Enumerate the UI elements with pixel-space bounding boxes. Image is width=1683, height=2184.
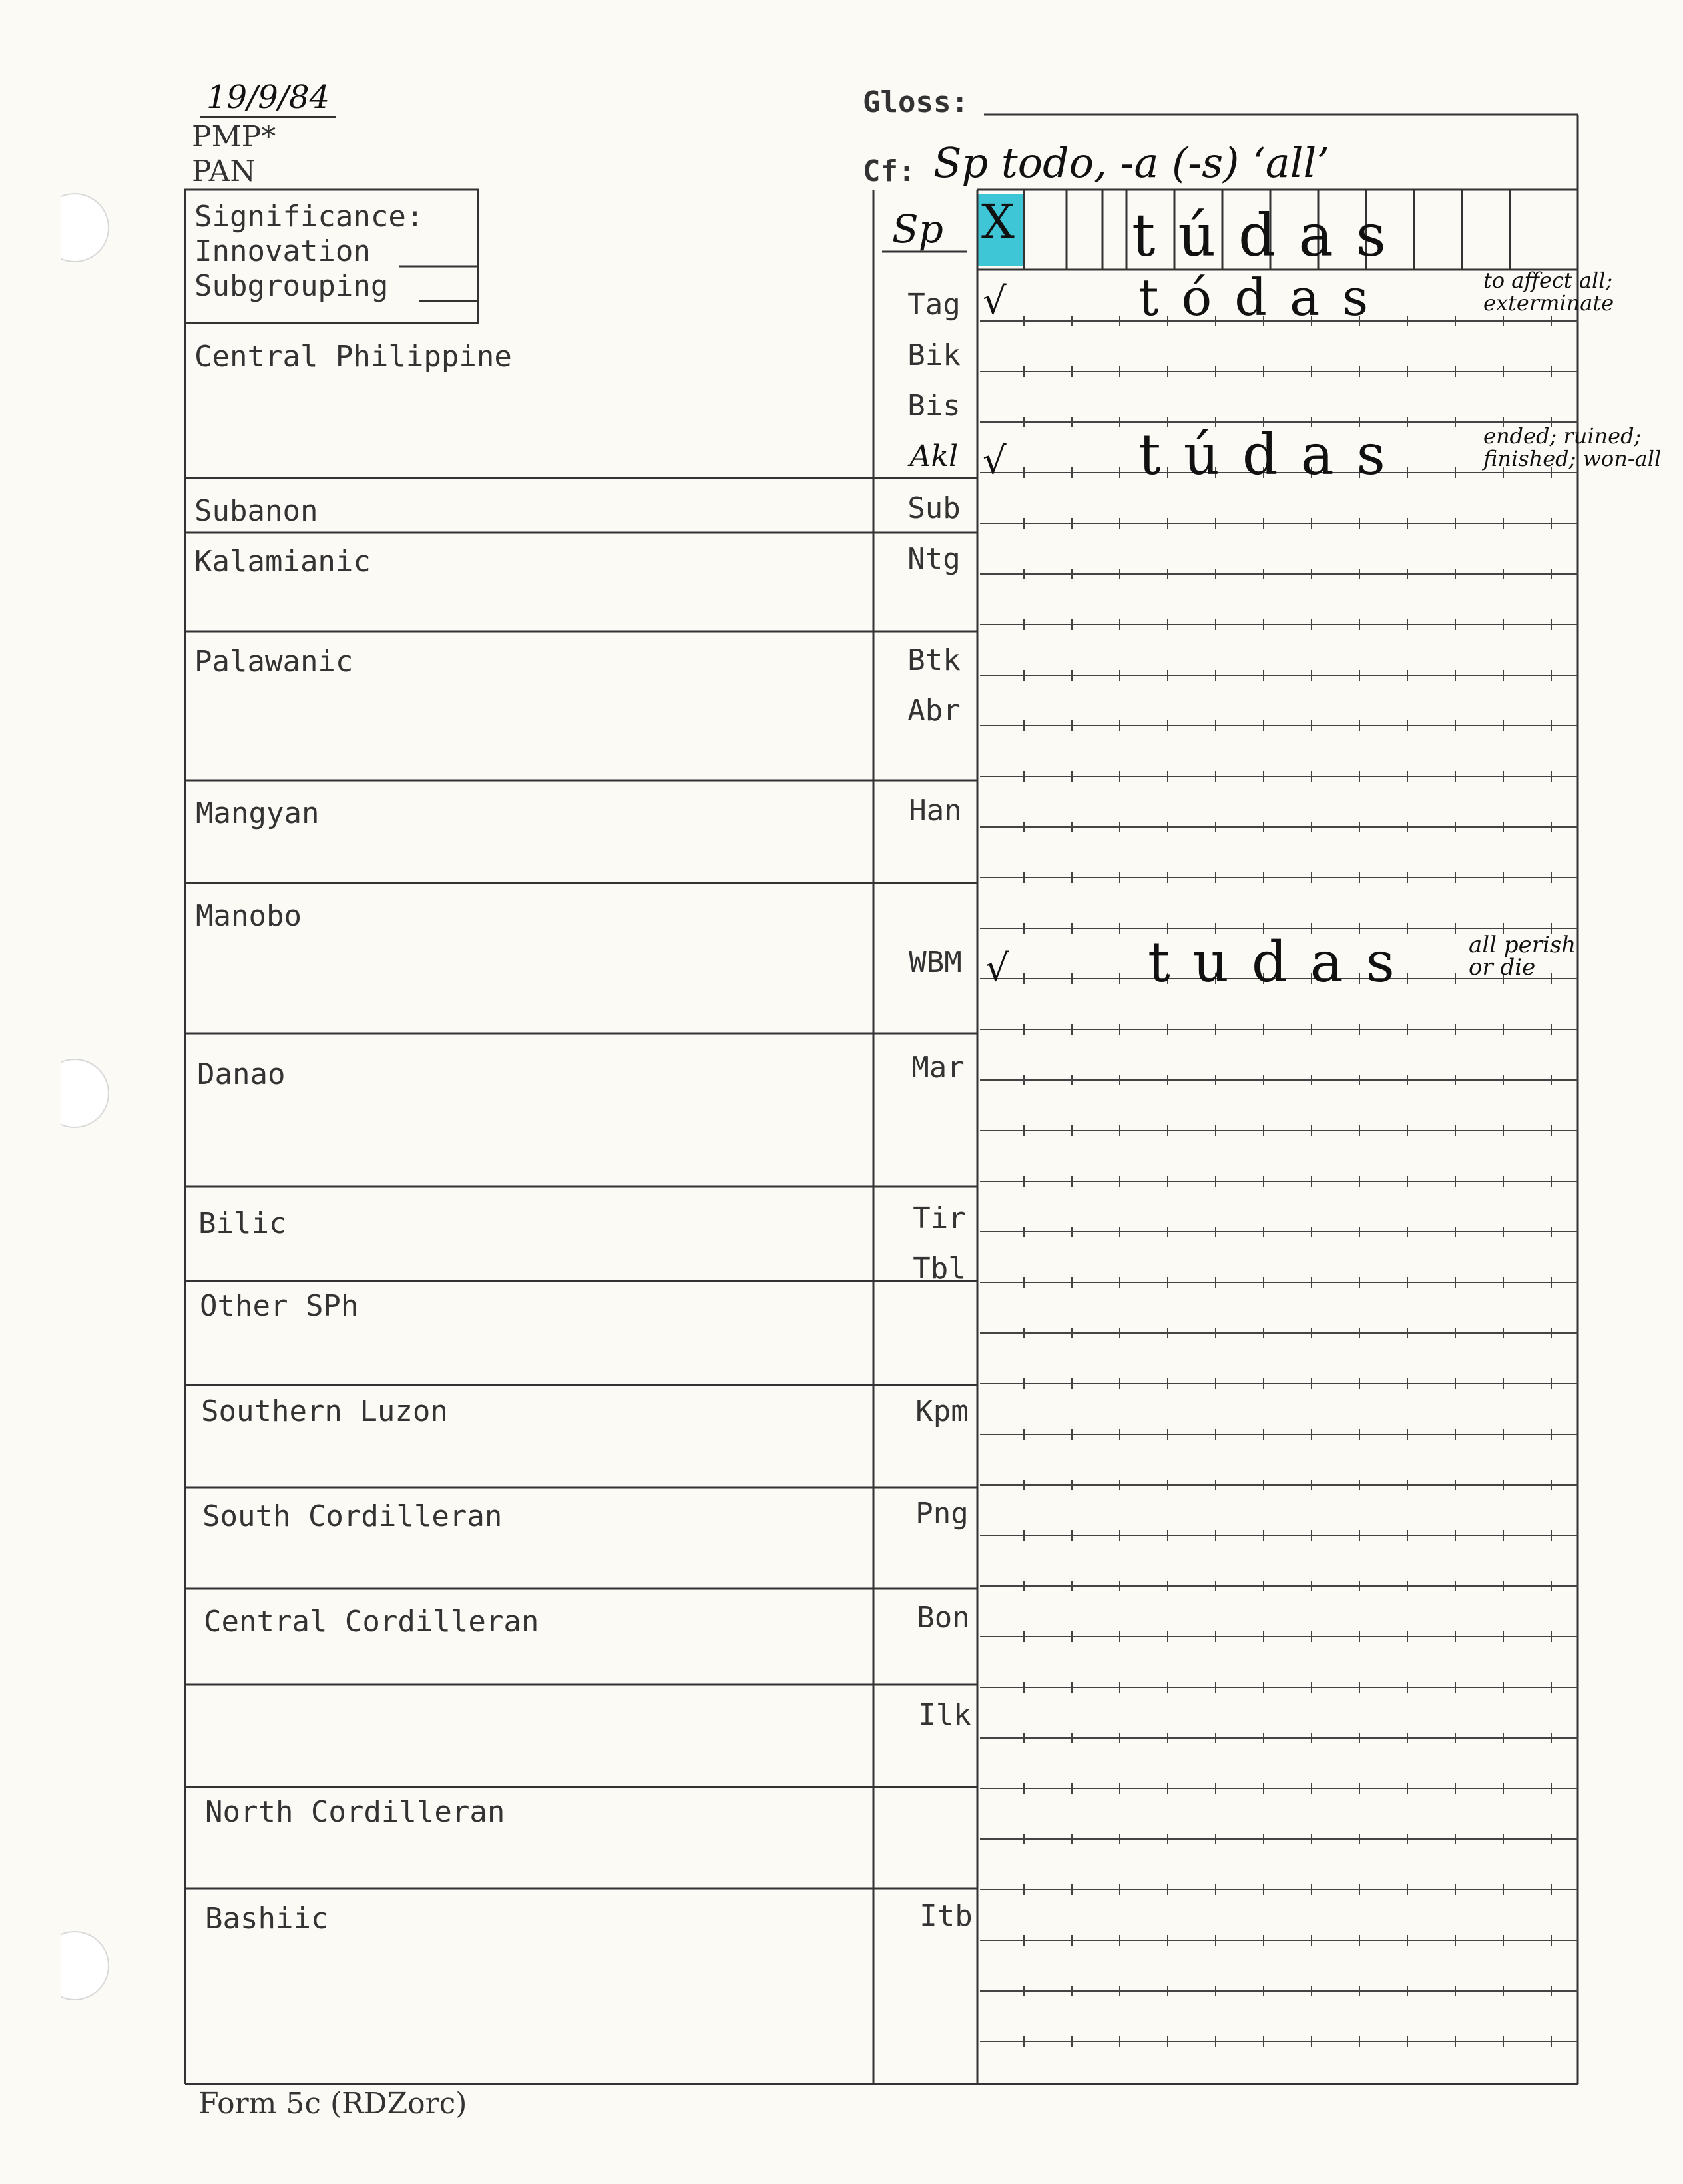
- group-mangyan: Mangyan: [196, 796, 320, 830]
- lang-sub: Sub: [907, 491, 961, 525]
- form-label: Form 5c (RDZorc): [198, 2087, 467, 2121]
- lang-tag: Tag: [907, 288, 961, 322]
- cf-label: Cf:: [863, 154, 916, 188]
- group-bashiic: Bashiic: [205, 1902, 329, 1936]
- date: 19/9/84: [200, 79, 336, 118]
- lang-ntg: Ntg: [907, 542, 961, 576]
- group-kalamianic: Kalamianic: [194, 545, 371, 579]
- tag-form: tódas: [1138, 268, 1391, 327]
- group-north-cordilleran: North Cordilleran: [205, 1795, 505, 1829]
- tag-check: √: [983, 280, 1007, 323]
- lang-ilk: Ilk: [918, 1698, 971, 1732]
- group-southern-luzon: Southern Luzon: [201, 1394, 448, 1428]
- group-bilic: Bilic: [198, 1207, 287, 1240]
- group-central-cordilleran: Central Cordilleran: [204, 1605, 539, 1639]
- significance-title: Significance:: [194, 200, 424, 234]
- wbm-note: all perish or die: [1469, 932, 1576, 981]
- lang-abr: Abr: [907, 694, 961, 728]
- innovation-label: Innovation: [194, 234, 371, 268]
- group-manobo: Manobo: [196, 899, 302, 933]
- akl-note: ended; ruined; finished; won-all: [1483, 423, 1662, 471]
- lang-bik: Bik: [907, 338, 961, 372]
- group-palawanic: Palawanic: [194, 645, 354, 679]
- pmp-label: PMP*: [192, 120, 276, 154]
- group-subanon: Subanon: [194, 494, 318, 528]
- wbm-check: √: [985, 947, 1009, 990]
- lang-akl: Akl: [909, 439, 959, 473]
- cf-value: Sp todo, -a (-s) ‘all’: [933, 138, 1330, 187]
- group-danao: Danao: [197, 1057, 286, 1091]
- lang-bon: Bon: [917, 1601, 970, 1635]
- lang-sp: Sp: [892, 206, 943, 252]
- akl-form: túdas: [1138, 422, 1408, 487]
- group-central-philippine: Central Philippine: [194, 340, 512, 374]
- lang-bis: Bis: [907, 389, 961, 423]
- lang-png: Png: [915, 1497, 969, 1531]
- lang-tbl: Tbl: [913, 1252, 966, 1286]
- lang-btk: Btk: [907, 643, 961, 677]
- gloss-label: Gloss:: [863, 85, 969, 119]
- lang-itb: Itb: [919, 1899, 973, 1933]
- akl-check: √: [983, 439, 1007, 483]
- subgrouping-label: Subgrouping: [194, 269, 389, 303]
- wbm-form: tudas: [1148, 930, 1417, 995]
- lang-tir: Tir: [913, 1201, 966, 1235]
- lang-wbm: WBM: [909, 946, 962, 979]
- pan-label: PAN: [192, 154, 256, 188]
- sp-mark: X: [981, 194, 1015, 249]
- lang-han: Han: [909, 794, 962, 828]
- group-south-cordilleran: South Cordilleran: [202, 1500, 503, 1533]
- group-other-sph: Other SPh: [200, 1289, 359, 1323]
- sp-form: túdas: [1132, 201, 1409, 270]
- lang-mar: Mar: [911, 1051, 965, 1085]
- tag-note: to affect all; exterminate: [1483, 268, 1614, 316]
- lang-kpm: Kpm: [915, 1394, 969, 1428]
